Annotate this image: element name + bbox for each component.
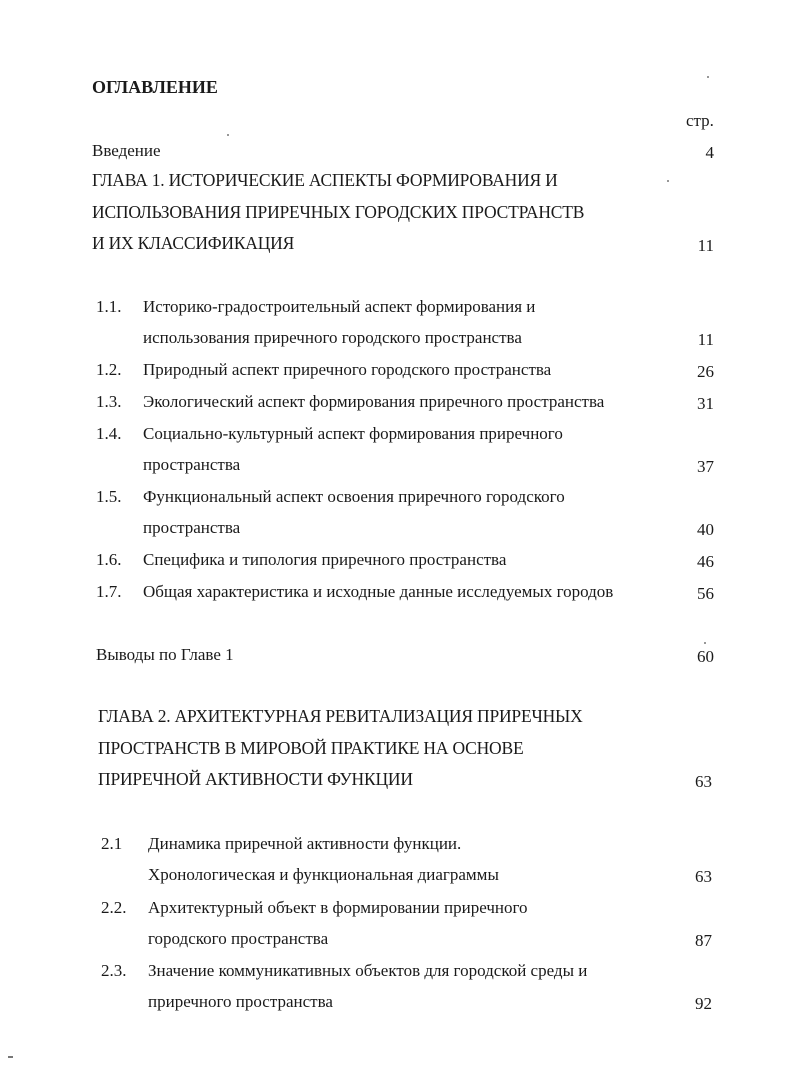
section-number: 2.1 — [101, 834, 123, 853]
section-title-line: Хронологическая и функциональная диаграммы — [148, 865, 499, 884]
section-title-line: Значение коммуникативных объектов для городской среды и — [148, 961, 588, 980]
section-number: 1.2. — [96, 360, 122, 379]
toc-page-number: 56 — [697, 584, 714, 603]
toc-page-number: 87 — [695, 931, 712, 950]
section-title-line: Общая характеристика и исходные данные исследуемых городов — [143, 582, 614, 601]
section-title-line: Природный аспект приречного городского пространства — [143, 360, 552, 379]
section-number: 1.5. — [96, 487, 122, 506]
section-title-line: Архитектурный объект в формировании приречного — [148, 898, 528, 917]
section-title-line: пространства — [143, 518, 241, 537]
chapter-title-line: И ИХ КЛАССИФИКАЦИЯ — [92, 233, 295, 253]
chapter-title-line: ПРИРЕЧНОЙ АКТИВНОСТИ ФУНКЦИИ — [98, 769, 413, 789]
toc-page-number: 37 — [697, 457, 714, 476]
page-title: ОГЛАВЛЕНИЕ — [92, 77, 218, 97]
toc-page-number: 60 — [697, 647, 714, 666]
section-number: 2.2. — [101, 898, 127, 917]
section-title-line: городского пространства — [148, 929, 329, 948]
scan-speck — [667, 180, 669, 182]
scan-speck — [707, 76, 709, 78]
section-number: 2.3. — [101, 961, 127, 980]
toc-page-number: 4 — [705, 143, 714, 162]
section-title-line: Экологический аспект формирования приречного пространства — [143, 392, 605, 411]
section-number: 1.1. — [96, 297, 122, 316]
section-number: 1.6. — [96, 550, 122, 569]
toc-page-number: 40 — [697, 520, 714, 539]
toc-page-number: 26 — [697, 362, 714, 381]
toc-page-number: 92 — [695, 994, 712, 1013]
scan-speck — [704, 642, 706, 644]
toc-page-number: 63 — [695, 867, 712, 886]
toc-entry-label: Введение — [92, 141, 161, 160]
scan-speck — [227, 134, 229, 136]
section-number: 1.7. — [96, 582, 122, 601]
section-title-line: Динамика приречной активности функции. — [148, 834, 462, 853]
toc-page-number: 11 — [697, 330, 714, 349]
section-title-line: приречного пространства — [148, 992, 333, 1011]
page-column-header: стр. — [686, 111, 714, 130]
scan-speck — [8, 1056, 13, 1058]
section-title-line: пространства — [143, 455, 241, 474]
toc-entry-label: Выводы по Главе 1 — [96, 645, 234, 664]
toc-page-number: 11 — [697, 236, 714, 255]
toc-page-number: 31 — [697, 394, 714, 413]
section-title-line: Специфика и типология приречного пространства — [143, 550, 507, 569]
section-title-line: Функциональный аспект освоения приречного городского — [143, 487, 565, 506]
chapter-title-line: ПРОСТРАНСТВ В МИРОВОЙ ПРАКТИКЕ НА ОСНОВЕ — [98, 738, 524, 758]
toc-page-number: 46 — [697, 552, 714, 571]
section-title-line: Историко-градостроительный аспект формирования и — [143, 297, 536, 316]
toc-page-number: 63 — [695, 772, 712, 791]
chapter-title-line: ИСПОЛЬЗОВАНИЯ ПРИРЕЧНЫХ ГОРОДСКИХ ПРОСТРАНСТВ — [92, 202, 585, 222]
section-number: 1.3. — [96, 392, 122, 411]
chapter-title-line: ГЛАВА 1. ИСТОРИЧЕСКИЕ АСПЕКТЫ ФОРМИРОВАНИЯ И — [92, 170, 558, 190]
section-title-line: использования приречного городского пространства — [143, 328, 522, 347]
section-number: 1.4. — [96, 424, 122, 443]
section-title-line: Социально-культурный аспект формирования приречного — [143, 424, 563, 443]
chapter-title-line: ГЛАВА 2. АРХИТЕКТУРНАЯ РЕВИТАЛИЗАЦИЯ ПРИРЕЧНЫХ — [98, 706, 583, 726]
